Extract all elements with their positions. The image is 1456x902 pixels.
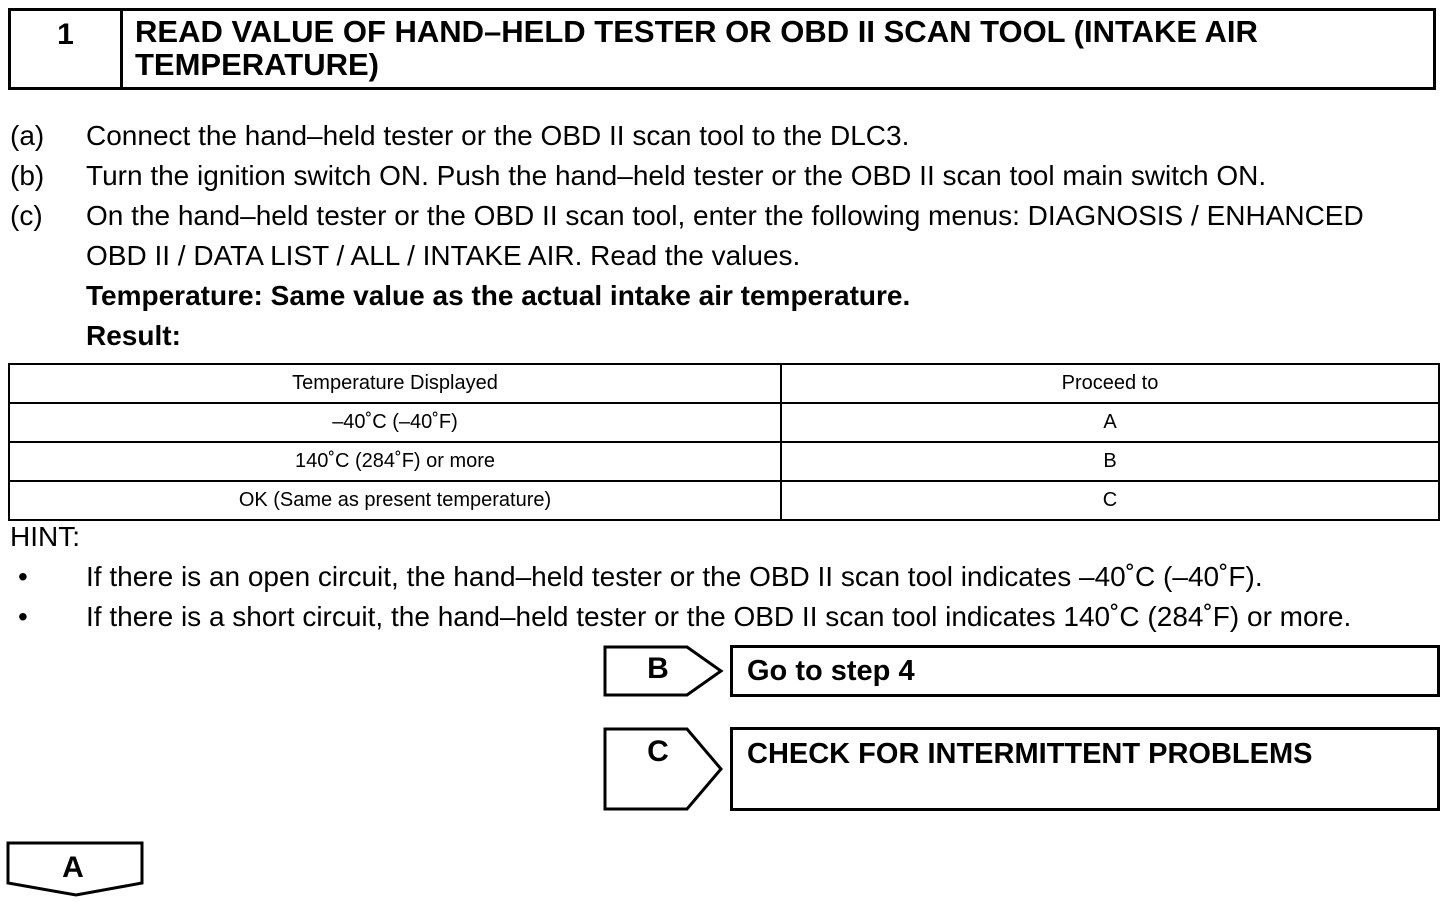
step-number: 1 [11, 11, 123, 87]
bullet-icon: • [18, 601, 28, 632]
result-c-action: CHECK FOR INTERMITTENT PROBLEMS [747, 738, 1313, 770]
result-b-action: Go to step 4 [747, 655, 915, 687]
table-header-row [9, 364, 1439, 403]
step-header [8, 8, 1436, 90]
bullet-icon: • [18, 561, 28, 592]
instruction-text-c-line-2: OBD II / DATA LIST / ALL / INTAKE AIR. Read the values. [86, 240, 801, 271]
result-table [8, 363, 1440, 521]
table-row [9, 403, 1439, 442]
result-b-action-box [730, 645, 1440, 697]
hint-item-2: If there is a short circuit, the hand–held tester or the OBD II scan tool indicates 140˚C (284˚F) or more. [86, 601, 1352, 632]
table-header-proceed: Proceed to [781, 364, 1439, 403]
step-title-line-1: READ VALUE OF HAND–HELD TESTER OR OBD II SCAN TOOL (INTAKE AIR [135, 14, 1258, 49]
table-cell-proceed: B [781, 442, 1439, 481]
hint-item-1: If there is an open circuit, the hand–held tester or the OBD II scan tool indicates –40˚C (–40˚F). [86, 561, 1263, 592]
table-cell-proceed: A [781, 403, 1439, 442]
result-a-letter: A [62, 851, 84, 884]
hint-label: HINT: [10, 521, 80, 552]
table-header-temperature: Temperature Displayed [9, 364, 781, 403]
table-row [9, 481, 1439, 520]
result-label: Result: [86, 320, 181, 351]
instruction-text-b: Turn the ignition switch ON. Push the hand–held tester or the OBD II scan tool main switch ON. [86, 160, 1267, 191]
step-title-line-2: TEMPERATURE) [135, 47, 379, 82]
instruction-label-b: (b) [10, 160, 45, 191]
table-cell-proceed: C [781, 481, 1439, 520]
table-cell-temperature: 140˚C (284˚F) or more [9, 442, 781, 481]
instruction-label-c: (c) [10, 200, 43, 231]
instruction-text-c-line-1: On the hand–held tester or the OBD II scan tool, enter the following menus: DIAGNOSIS / ENHANCED [86, 200, 1364, 231]
step-title [135, 15, 1423, 81]
table-cell-temperature: –40˚C (–40˚F) [9, 403, 781, 442]
table-cell-temperature: OK (Same as present temperature) [9, 481, 781, 520]
table-row [9, 442, 1439, 481]
spec-text: Temperature: Same value as the actual intake air temperature. [86, 280, 911, 311]
instruction-label-a: (a) [10, 120, 45, 151]
result-b-letter: B [647, 652, 669, 685]
result-c-action-box [730, 727, 1440, 811]
result-c-letter: C [647, 735, 669, 768]
instruction-text-a: Connect the hand–held tester or the OBD II scan tool to the DLC3. [86, 120, 910, 151]
